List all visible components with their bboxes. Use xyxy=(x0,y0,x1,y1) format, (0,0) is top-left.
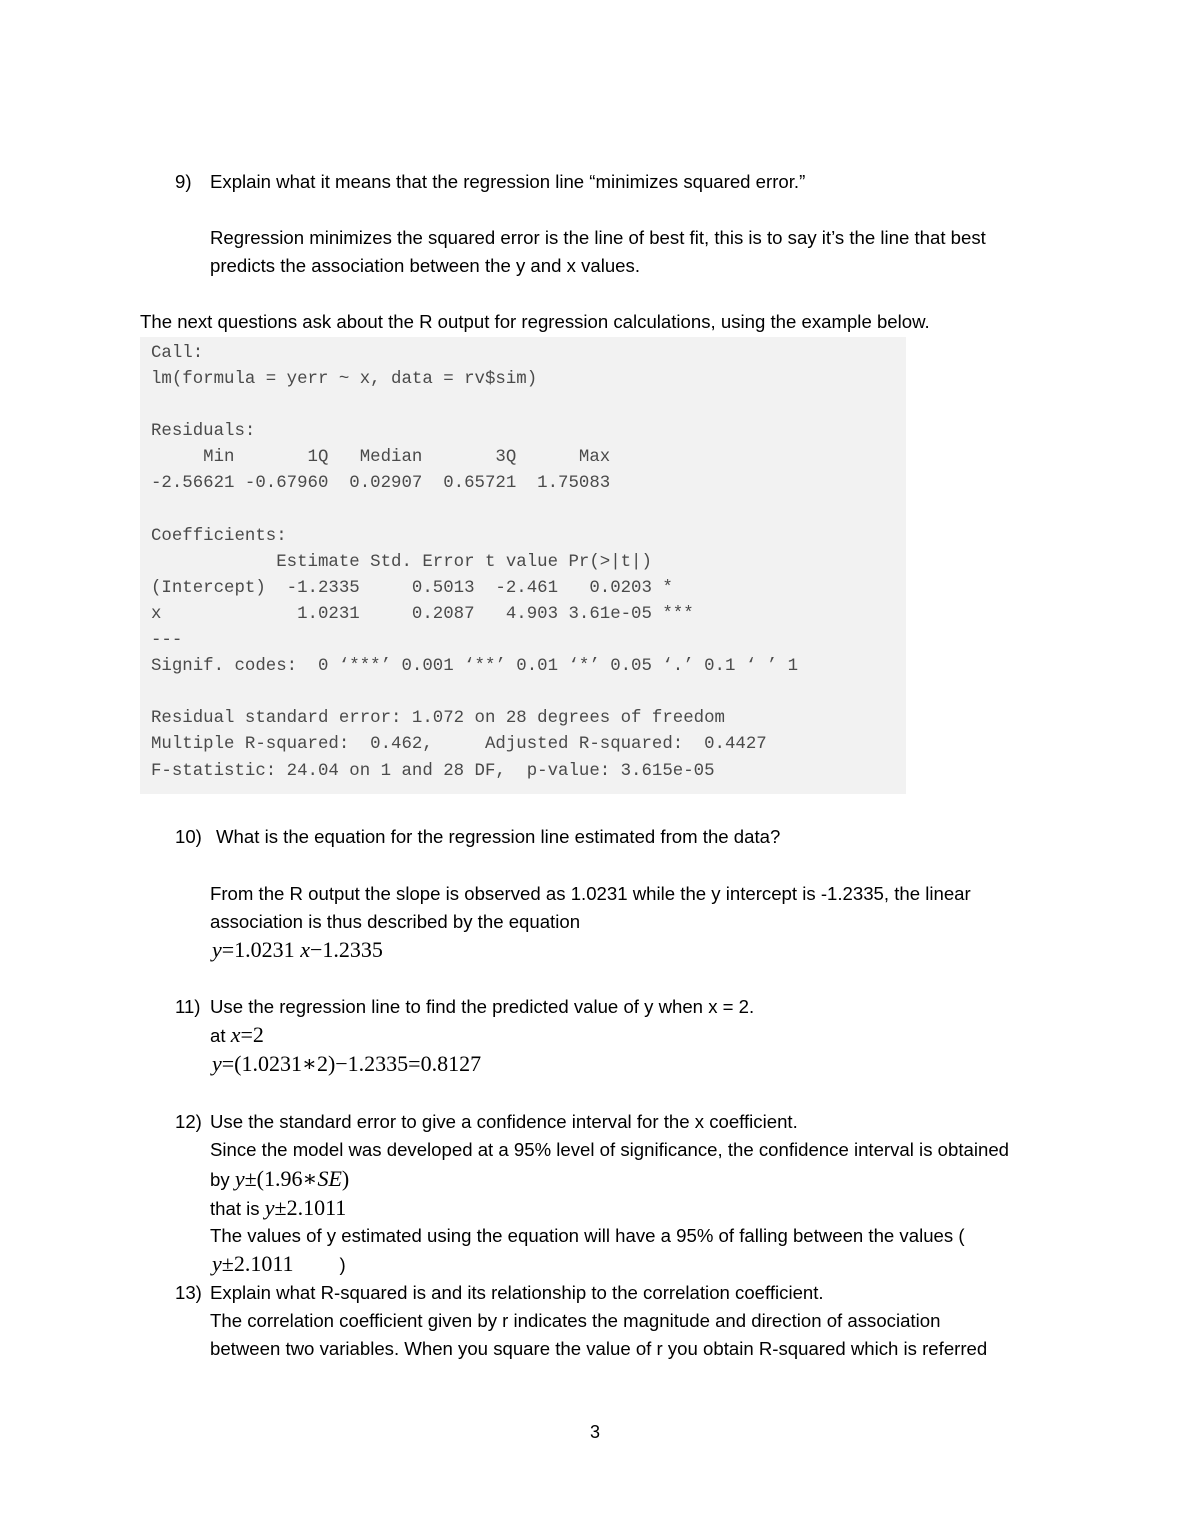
q11-calculation: y=(1.0231∗2)−1.2335=0.8127 xyxy=(212,1051,482,1076)
q12-line1: Since the model was developed at a 95% level of significance, the confidence interval is obtained xyxy=(210,1139,1009,1160)
r-output-text xyxy=(140,337,906,785)
q13-line1: The correlation coefficient given by r indicates the magnitude and direction of association xyxy=(210,1310,941,1331)
q11-question: Use the regression line to find the predicted value of y when x = 2. xyxy=(210,996,755,1017)
q9-question: Explain what it means that the regression line “minimizes squared error.” xyxy=(210,171,806,192)
q10-answer-line1: From the R output the slope is observed as 1.0231 while the y intercept is -1.2335, the linear xyxy=(210,883,971,904)
q9-answer-line2: predicts the association between the y and x values. xyxy=(210,255,640,276)
r-output-line: -2.56621 -0.67960 0.02907 0.65721 1.75083 xyxy=(151,474,621,494)
q12-by-line: by y±(1.96∗SE) xyxy=(210,1166,350,1191)
page-number: 3 xyxy=(589,1422,600,1442)
q12-line3: The values of y estimated using the equation will have a 95% of falling between the values ( xyxy=(210,1225,965,1246)
q10-equation: y=1.0231 x−1.2335 xyxy=(212,937,383,962)
q10-answer-line2: association is thus described by the equation xyxy=(210,911,581,932)
r-output-line: Multiple R-squared: 0.462, Adjusted R-squared: 0.4427 xyxy=(151,735,778,755)
r-output-line: x 1.0231 0.2087 4.903 3.61e-05 *** xyxy=(151,604,694,624)
q13-question: Explain what R-squared is and its relationship to the correlation coefficient. xyxy=(210,1282,824,1303)
r-output-line: lm(formula = yerr ~ x, data = rv$sim) xyxy=(151,370,538,390)
q13-number: 13) xyxy=(175,1282,202,1303)
q12-question: Use the standard error to give a confidence interval for the x coefficient. xyxy=(210,1111,798,1132)
q13-line2: between two variables. When you square the value of r you obtain R-squared which is referred xyxy=(210,1338,988,1359)
r-output-line: Coefficients: xyxy=(151,526,287,546)
q12-number: 12) xyxy=(175,1111,202,1132)
r-output-line: Call: xyxy=(151,344,204,363)
q11-number: 11) xyxy=(175,996,201,1017)
intro-paragraph: The next questions ask about the R output for regression calculations, using the example below. xyxy=(140,311,930,332)
r-output-line: Residual standard error: 1.072 on 28 degrees of freedom xyxy=(151,709,725,729)
r-output-line: Signif. codes: 0 ‘***’ 0.001 ‘**’ 0.01 ‘*’ 0.05 ‘.’ 0.1 ‘ ’ 1 xyxy=(151,657,799,677)
r-output-line: (Intercept) -1.2335 0.5013 -2.461 0.0203 * xyxy=(151,578,694,598)
r-output-line: Min 1Q Median 3Q Max xyxy=(151,448,621,468)
r-output-line: F-statistic: 24.04 on 1 and 28 DF, p-value: 3.615e-05 xyxy=(151,761,715,781)
q11-at-line: at x=2 xyxy=(210,1022,264,1047)
r-output-line: Estimate Std. Error t value Pr(>|t|) xyxy=(151,552,694,572)
q10-question: What is the equation for the regression line estimated from the data? xyxy=(216,826,781,847)
r-output-line: --- xyxy=(151,631,183,651)
q12-range-line: y±2.1011 ) xyxy=(212,1251,346,1276)
q12-thatis-line: that is y±2.1011 xyxy=(210,1195,347,1220)
q10-number: 10) xyxy=(175,826,202,847)
r-output-line: Residuals: xyxy=(151,422,256,442)
r-output-screenshot xyxy=(140,337,906,794)
q9-number: 9) xyxy=(175,171,192,192)
q9-answer-line1: Regression minimizes the squared error is the line of best fit, this is to say it’s the line that best xyxy=(210,227,986,248)
